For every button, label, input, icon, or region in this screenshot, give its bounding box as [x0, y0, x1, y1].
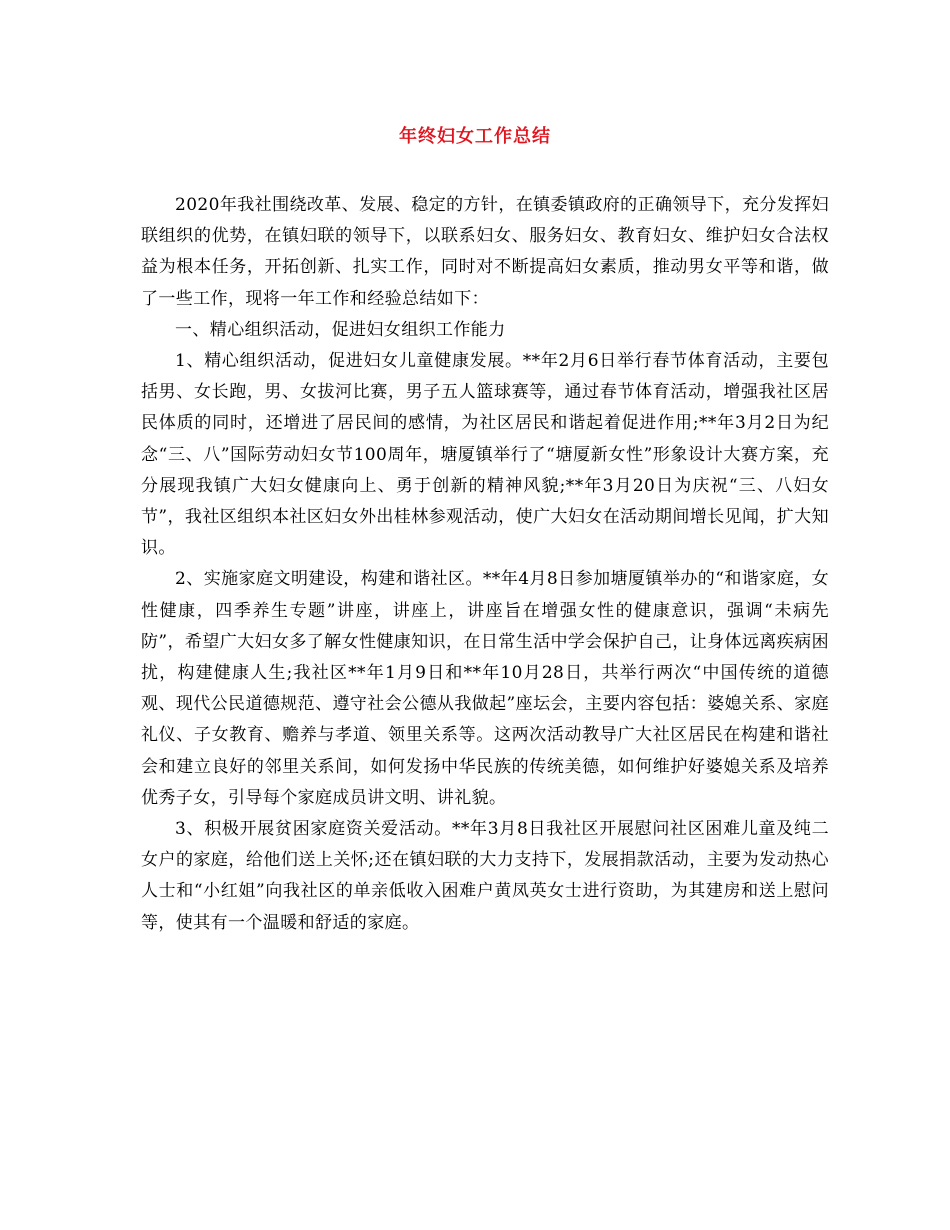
document-title: 年终妇女工作总结: [399, 126, 551, 147]
paragraph-intro: 2020年我社围绕改革、发展、稳定的方针，在镇委镇政府的正确领导下，充分发挥妇联组织的优势，在镇妇联的领导下，以联系妇女、服务妇女、教育妇女、维护妇女合法权益为根本任务，开拓创新、扎实工作，同时对不断提高妇女素质，推动男女平等和谐，做了一些工作，现将一年工作和经验总结如下：: [141, 195, 829, 309]
paragraph-item-1: 1、精心组织活动，促进妇女儿童健康发展。**年2月6日举行春节体育活动，主要包括男、女长跑，男、女拔河比赛，男子五人篮球赛等，通过春节体育活动，增强我社区居民体质的同时，还增进了居民间的感情，为社区居民和谐起着促进作用;**年3月2日为纪念“三、八”国际劳动妇女节100周年，塘厦镇举行了“塘厦新女性”形象设计大赛方案，充分展现我镇广大妇女健康向上、勇于创新的精神风貌;**年3月20日为庆祝“三、八妇女节”，我社区组织本社区妇女外出桂林参观活动，使广大妇女在活动期间增长见闻，扩大知识。: [141, 351, 829, 559]
document-body: [141, 190, 829, 939]
paragraph-item-2: 2、实施家庭文明建设，构建和谐社区。**年4月8日参加塘厦镇举办的“和谐家庭，女性健康，四季养生专题”讲座，讲座上，讲座旨在增强女性的健康意识，强调“未病先防”，希望广大妇女多了解女性健康知识，在日常生活中学会保护自己，让身体远离疾病困扰，构建健康人生;我社区**年1月9日和**年10月28日，共举行两次“中国传统的道德观、现代公民道德规范、遵守社会公德从我做起”座坛会，主要内容包括：婆媳关系、家庭礼仪、子女教育、赡养与孝道、领里关系等。这两次活动教导广大社区居民在构建和谐社会和建立良好的邻里关系间，如何发扬中华民族的传统美德，如何维护好婆媳关系及培养优秀子女，引导每个家庭成员讲文明、讲礼貌。: [141, 569, 829, 808]
section-heading-1: 一、精心组织活动，促进妇女组织工作能力: [175, 319, 506, 340]
paragraph-item-3: 3、积极开展贫困家庭资关爱活动。**年3月8日我社区开展慰问社区困难儿童及纯二女户的家庭，给他们送上关怀;还在镇妇联的大力支持下，发展捐款活动，主要为发动热心人士和“小红姐”向我社区的单亲低收入困难户黄凤英女士进行资助，为其建房和送上慰问等，使其有一个温暖和舒适的家庭。: [141, 819, 829, 933]
